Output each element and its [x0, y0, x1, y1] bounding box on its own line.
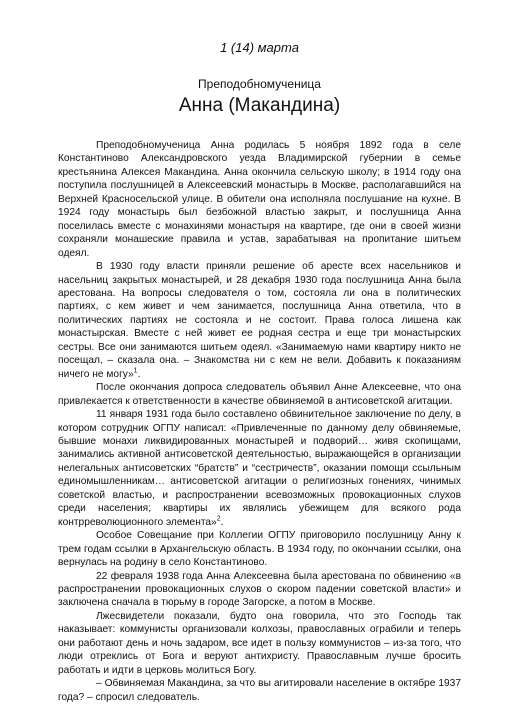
page-title: Анна (Макандина) — [178, 95, 341, 116]
paragraph-text: Особое Совещание при Коллегии ОГПУ приговорило послушницу Анну к трем годам ссылки в Архангельскую область. В 1934 году, по окончании ссылки, она вернулась на родину в село Константиново. — [58, 530, 461, 569]
paragraph-1 — [58, 139, 461, 260]
footnote-marker: 2 — [216, 515, 221, 523]
footnote-marker: 1 — [133, 367, 138, 375]
paragraph-text: После окончания допроса следователь объявил Анне Алексеевне, что она привлекается к ответственности в качестве обвиняемой в антисоветской агитации. — [58, 382, 461, 407]
paragraph-3 — [58, 381, 461, 408]
paragraph-6 — [58, 570, 461, 610]
paragraph-8 — [58, 677, 461, 704]
paragraph-text: 11 января 1931 года было составлено обвинительное заключение по делу, в котором сотрудник ОГПУ написал: «Привлеченные по данному делу обвиняемые, бывшие монахи ликвидированных монастырей и подворий… живя скопищами, занимались активной антисоветской деятельностью, выражающейся в организации нелегальных антисоветских “братств” и “сестричеств”, оказании помощи ссыльным единомышленникам… антисоветской агитации о религиозных гонениях, чинимых советской властью, и распространении всевозможных провокационных слухов среди населения; квартиры их являлись убежищем для всякого рода контрреволюционного элемента» — [58, 409, 461, 528]
paragraph-text: 22 февраля 1938 года Анна Алексеевна была арестована по обвинению «в распространении провокационных слухов о скором падении советской власти» и заключена сначала в тюрьму в городе Загорске, а потом в Москве. — [58, 570, 461, 609]
paragraph-5 — [58, 529, 461, 569]
feast-date: 1 (14) марта — [220, 40, 299, 55]
paragraph-2: В 1930 году власти приняли решение об аресте всех насельников и насельниц закрытых монастырей, и 28 декабря 1930 года послушница Анна была арестована. На вопросы следователя о том, состояла ли она в политических партиях, с кем живет и чем занимается, послушница Анна ответила, что в политических партиях не состояла и не состоит. Права голоса лишена как монастырская. Вместе с ней живет ее родная сестра и еще три монастырских сестры. Все они занимаются шитьем одеял. «Занимаемую нами квартиру никто не посещал, – сказала она. – Знакомства ни с кем не вели. Добавить к показаниям ничего не могу»$^1$. — [58, 261, 461, 380]
document-body — [58, 139, 461, 704]
paragraph-text: – Обвиняемая Макандина, за что вы агитировали население в октябре 1937 года? – спросил следователь. — [58, 678, 461, 703]
paragraph-text: В 1930 году власти приняли решение об аресте всех насельников и насельниц закрытых монастырей, и 28 декабря 1930 года послушница Анна была арестована. На вопросы следователя о том, состояла ли она в политических партиях, с кем живет и чем занимается, послушница Анна ответила, что в политических партиях не состояла и не состоит. Права голоса лишена как монастырская. Вместе с ней живет ее родная сестра и еще три монастырских сестры. Все они занимаются шитьем одеял. «Занимаемую нами квартиру никто не посещал, – сказала она. – Знакомства ни с кем не вели. Добавить к показаниям ничего не могу» — [58, 261, 461, 380]
paragraph-text: Лжесвидетели показали, будто она говорила, что это Господь так наказывает: коммунисты организовали колхозы, православных ограбили и теперь они работают день и ночь задаром, все идет в пользу коммунистов – из-за того, что люди отреклись от Бога и веруют антихристу. Православным лучше бросить работать и идти в церковь молиться Богу. — [58, 610, 461, 676]
saint-rank: Преподобномученица — [198, 77, 321, 91]
paragraph-7 — [58, 610, 461, 677]
paragraph-text: Преподобномученица Анна родилась 5 ноября 1892 года в селе Константиново Александровского уезда Владимирской губернии в семье крестьянина Алексея Макандина. Анна окончила сельскую школу; в 1914 году она поступила послушницей в Алексеевский монастырь в Москве, располагавшийся на Верхней Красносельской улице. В обители она исполняла послушание на кухне. В 1924 году монастырь был безбожной властью закрыт, и послушница Анна поселилась вместе с монахинями монастыря на квартире, где они в своей жизни сохраняли монашеские правила и устав, зарабатывая на пропитание шитьем одеял. — [58, 140, 461, 259]
paragraph-4: 11 января 1931 года было составлено обвинительное заключение по делу, в котором сотрудник ОГПУ написал: «Привлеченные по данному делу обвиняемые, бывшие монахи ликвидированных монастырей и подворий… живя скопищами, занимались активной антисоветской деятельностью, выражающейся в организации нелегальных антисоветских “братств” и “сестричеств”, оказании помощи ссыльным единомышленникам… антисоветской агитации о религиозных гонениях, чинимых советской властью, и распространении всевозможных провокационных слухов среди населения; квартиры их являлись убежищем для всякого рода контрреволюционного элемента»$^2$. — [58, 409, 461, 528]
